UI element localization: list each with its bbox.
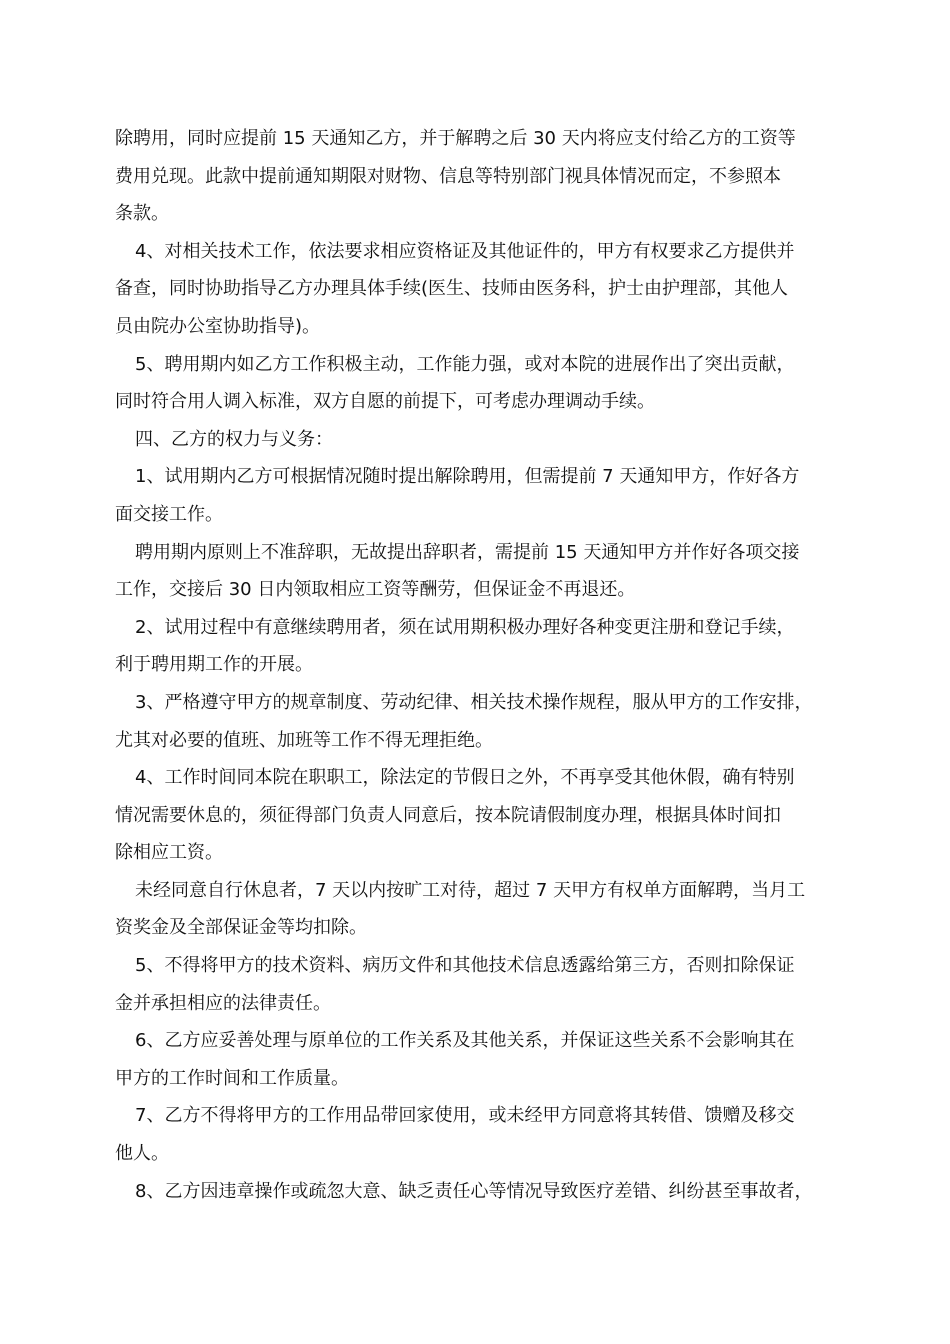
text-line: 除相应工资。 [115, 842, 223, 864]
text-line: 工作，交接后 30 日内领取相应工资等酬劳，但保证金不再退还。 [115, 579, 636, 601]
document-body [115, 120, 850, 1210]
text-line: 情况需要休息的，须征得部门负责人同意后，按本院请假制度办理，根据具体时间扣 [115, 804, 781, 826]
text-line: 5、聘用期内如乙方工作积极主动，工作能力强，或对本院的进展作出了突出贡献， [135, 353, 795, 375]
text-line: 费用兑现。此款中提前通知期限对财物、信息等特别部门视具体情况而定，不参照本 [115, 165, 781, 187]
text-line: 2、试用过程中有意继续聘用者，须在试用期积极办理好各种变更注册和登记手续， [135, 616, 795, 638]
text-line: 资奖金及全部保证金等均扣除。 [115, 917, 367, 939]
text-line: 5、不得将甲方的技术资料、病历文件和其他技术信息透露给第三方，否则扣除保证 [135, 955, 795, 977]
text-line: 6、乙方应妥善处理与原单位的工作关系及其他关系，并保证这些关系不会影响其在 [135, 1030, 795, 1052]
text-line: 4、对相关技术工作，依法要求相应资格证及其他证件的，甲方有权要求乙方提供并 [135, 240, 795, 262]
text-line: 金并承担相应的法律责任。 [115, 992, 331, 1014]
text-line: 3、严格遵守甲方的规章制度、劳动纪律、相关技术操作规程，服从甲方的工作安排， [135, 691, 813, 713]
text-line: 利于聘用期工作的开展。 [115, 654, 313, 676]
text-line: 甲方的工作时间和工作质量。 [115, 1067, 349, 1089]
section-heading: 四、乙方的权力与义务： [135, 428, 333, 450]
text-line: 除聘用，同时应提前 15 天通知乙方，并于解聘之后 30 天内将应支付给乙方的工资等 [115, 128, 796, 149]
text-line: 聘用期内原则上不准辞职，无故提出辞职者，需提前 15 天通知甲方并作好各项交接 [135, 541, 800, 563]
text-line: 4、工作时间同本院在职职工，除法定的节假日之外，不再享受其他休假，确有特别 [135, 767, 795, 789]
text-line: 同时符合用人调入标准，双方自愿的前提下，可考虑办理调动手续。 [115, 391, 655, 413]
text-line: 他人。 [115, 1143, 169, 1165]
text-line: 未经同意自行休息者，7 天以内按旷工对待，超过 7 天甲方有权单方面解聘，当月工 [135, 879, 806, 901]
text-line: 备查，同时协助指导乙方办理具体手续(医生、技师由医务科，护士由护理部，其他人 [115, 278, 789, 300]
text-line: 面交接工作。 [115, 503, 223, 525]
text-line: 尤其对必要的值班、加班等工作不得无理拒绝。 [115, 729, 493, 751]
text-line: 7、乙方不得将甲方的工作用品带回家使用，或未经甲方同意将其转借、馈赠及移交 [135, 1105, 795, 1127]
text-line: 员由院办公室协助指导)。 [115, 315, 321, 337]
text-line: 1、试用期内乙方可根据情况随时提出解除聘用，但需提前 7 天通知甲方，作好各方 [135, 466, 800, 488]
text-line: 8、乙方因违章操作或疏忽大意、缺乏责任心等情况导致医疗差错、纠纷甚至事故者， [135, 1180, 813, 1202]
text-line: 条款。 [115, 203, 169, 225]
